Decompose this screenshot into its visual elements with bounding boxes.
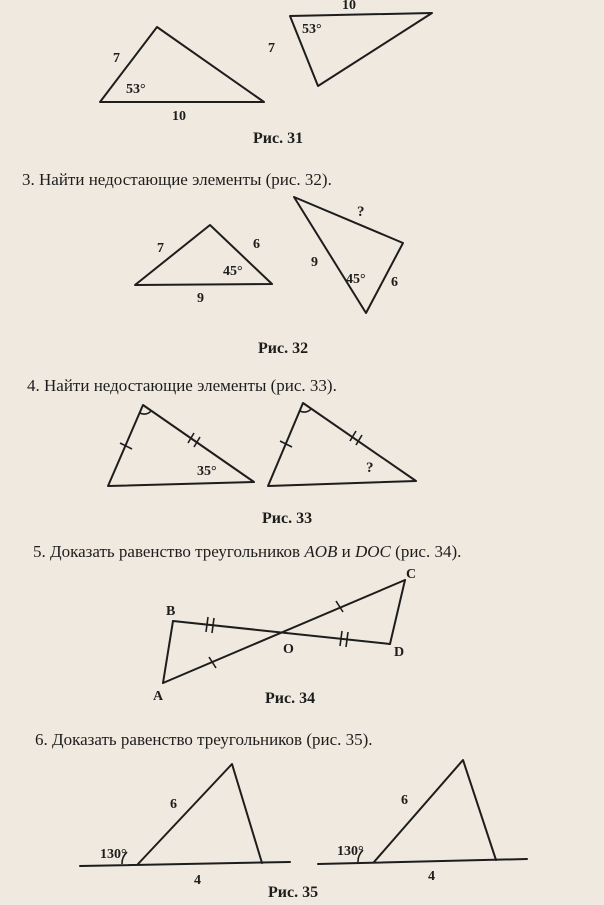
task-6-text: 6. Доказать равенство треугольников (рис. 35). bbox=[35, 730, 373, 749]
task-4-text: 4. Найти недостающие элементы (рис. 33). bbox=[27, 376, 337, 395]
fig35-left-base-4: 4 bbox=[194, 873, 201, 888]
triangle-aob-label: AOB bbox=[304, 542, 338, 561]
fig31-left-triangle bbox=[100, 27, 264, 102]
fig34-label-o: O bbox=[283, 642, 294, 657]
fig34-tick-od-b bbox=[346, 632, 348, 647]
fig31-left-side-10: 10 bbox=[172, 109, 186, 124]
fig33-left-triangle bbox=[108, 405, 254, 486]
task-5-conj: и bbox=[337, 542, 355, 561]
fig32-left-side-7: 7 bbox=[157, 241, 164, 256]
fig35-right-base-4: 4 bbox=[428, 869, 435, 884]
task-5-suffix: (рис. 34). bbox=[390, 542, 462, 561]
fig34-tick-od-a bbox=[340, 631, 342, 646]
fig35-left-side-6: 6 bbox=[170, 797, 177, 812]
fig32-right-angle: 45° bbox=[346, 272, 366, 287]
fig34-label-a: A bbox=[153, 689, 164, 704]
figure-31-caption: Рис. 31 bbox=[253, 130, 304, 147]
task-3-text: 3. Найти недостающие элементы (рис. 32). bbox=[22, 170, 332, 189]
fig34-label-b: B bbox=[166, 604, 176, 619]
fig31-left-angle: 53° bbox=[126, 82, 146, 97]
fig32-left-side-6: 6 bbox=[253, 237, 260, 252]
fig32-left-angle: 45° bbox=[223, 264, 243, 279]
figure-34-caption: Рис. 34 bbox=[265, 690, 316, 707]
fig31-right-side-10: 10 bbox=[342, 0, 356, 13]
fig33-left-angle: 35° bbox=[197, 464, 217, 479]
figure-33-caption: Рис. 33 bbox=[262, 510, 313, 527]
figure-32 bbox=[135, 197, 403, 313]
fig32-left-side-9: 9 bbox=[197, 291, 204, 306]
fig34-segment-ab bbox=[163, 621, 173, 683]
figure-35-caption: Рис. 35 bbox=[268, 884, 319, 901]
fig35-right-side-6: 6 bbox=[401, 793, 408, 808]
figure-34 bbox=[153, 567, 416, 704]
figure-31 bbox=[100, 0, 432, 124]
task-5-prefix: 5. Доказать равенство треугольников bbox=[33, 542, 305, 561]
fig34-label-d: D bbox=[394, 645, 405, 660]
fig32-right-side-6: 6 bbox=[391, 275, 398, 290]
fig35-left-triangle bbox=[138, 764, 262, 864]
triangle-doc-label: DOC bbox=[355, 542, 391, 561]
fig31-right-angle: 53° bbox=[302, 22, 322, 37]
figure-35 bbox=[80, 760, 527, 888]
fig33-right-angle-arc bbox=[300, 409, 311, 412]
fig34-segment-cd bbox=[390, 580, 405, 644]
fig34-label-c: C bbox=[406, 567, 417, 582]
fig34-tick-bo-b bbox=[212, 618, 214, 633]
figure-33 bbox=[108, 403, 416, 486]
fig33-right-triangle bbox=[268, 403, 416, 486]
fig34-segment-ac bbox=[163, 580, 405, 683]
figure-32-caption: Рис. 32 bbox=[258, 340, 309, 357]
fig31-right-side-7: 7 bbox=[268, 41, 275, 56]
fig33-left-angle-arc bbox=[140, 411, 151, 414]
fig35-left-angle: 130° bbox=[100, 847, 127, 862]
fig33-right-unknown: ? bbox=[366, 460, 374, 476]
fig32-left-triangle bbox=[135, 225, 272, 285]
fig35-right-triangle bbox=[374, 760, 496, 862]
fig34-tick-bo-a bbox=[206, 617, 208, 632]
fig35-left-baseline bbox=[80, 862, 290, 866]
fig32-right-unknown: ? bbox=[357, 204, 365, 220]
fig31-left-side-7: 7 bbox=[113, 51, 120, 66]
fig32-right-side-9: 9 bbox=[311, 255, 318, 270]
fig35-right-angle: 130° bbox=[337, 844, 364, 859]
